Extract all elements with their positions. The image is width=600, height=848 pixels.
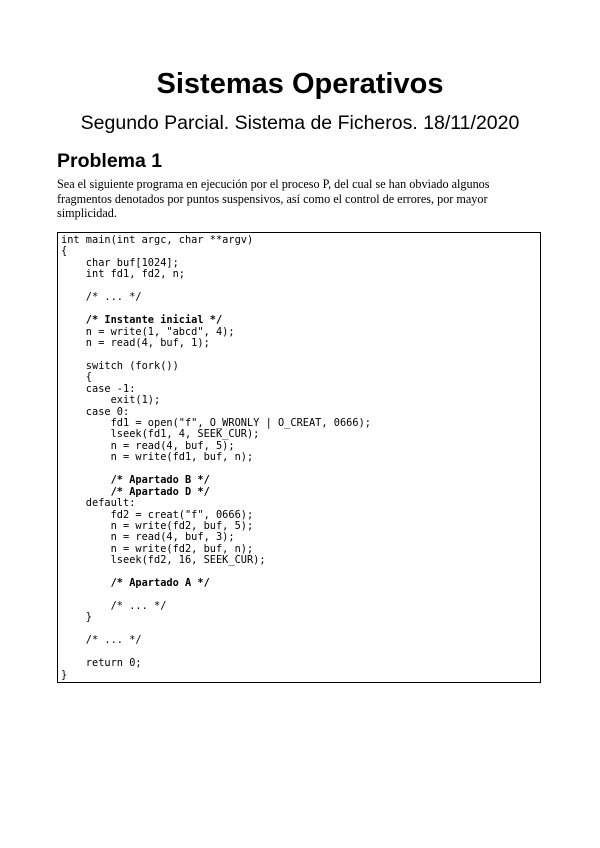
- code-line: n = write(fd2, buf, 5);: [61, 519, 254, 532]
- code-line: /* ... */: [61, 600, 167, 612]
- code-line: lseek(fd2, 16, SEEK_CUR);: [61, 554, 266, 567]
- code-line: char buf[1024];: [61, 256, 179, 269]
- code-line: }: [61, 611, 92, 624]
- code-line: return 0;: [61, 657, 142, 670]
- code-line: n = read(4, buf, 5);: [61, 439, 235, 452]
- code-line: {: [61, 371, 92, 384]
- code-line: {: [61, 245, 68, 258]
- problem-intro-paragraph: Sea el siguiente programa en ejecución por el proceso P, del cual se han obviado algunos fragmentos denotados por puntos suspensivos, así como el control de errores, por mayor simplicidad.: [57, 177, 490, 220]
- code-line: n = read(4, buf, 1);: [61, 336, 210, 349]
- code-line: /* Apartado A */: [61, 577, 210, 590]
- code-line: fd2 = creat("f", 0666);: [61, 508, 254, 521]
- code-line: /* Apartado D */: [61, 485, 210, 498]
- code-line: }: [61, 668, 68, 681]
- code-line: lseek(fd1, 4, SEEK_CUR);: [61, 428, 260, 441]
- code-line: case -1:: [61, 382, 136, 395]
- code-line: switch (fork()): [61, 359, 179, 372]
- problem-heading: Problema 1: [57, 150, 163, 172]
- code-line: exit(1);: [61, 394, 161, 407]
- code-line: /* ... */: [61, 291, 142, 304]
- code-line: fd1 = open("f", O_WRONLY | O_CREAT, 0666);: [61, 417, 371, 429]
- document-title: Sistemas Operativos: [156, 68, 444, 100]
- code-line: n = write(1, "abcd", 4);: [61, 325, 235, 338]
- code-line: n = read(4, buf, 3);: [61, 531, 235, 544]
- code-line: /* Apartado B */: [61, 474, 210, 487]
- code-line: /* Instante inicial */: [61, 314, 223, 327]
- document-subtitle: Segundo Parcial. Sistema de Ficheros. 18/11/2020: [80, 112, 520, 134]
- code-listing: [57, 232, 541, 683]
- code-line: int fd1, fd2, n;: [61, 268, 185, 281]
- code-line: case 0:: [61, 405, 130, 418]
- code-line: n = write(fd2, buf, n);: [61, 542, 254, 555]
- code-line: int main(int argc, char **argv): [61, 234, 254, 246]
- code-line: default:: [61, 497, 136, 510]
- code-line: n = write(fd1, buf, n);: [61, 451, 254, 464]
- code-line: /* ... */: [61, 634, 142, 647]
